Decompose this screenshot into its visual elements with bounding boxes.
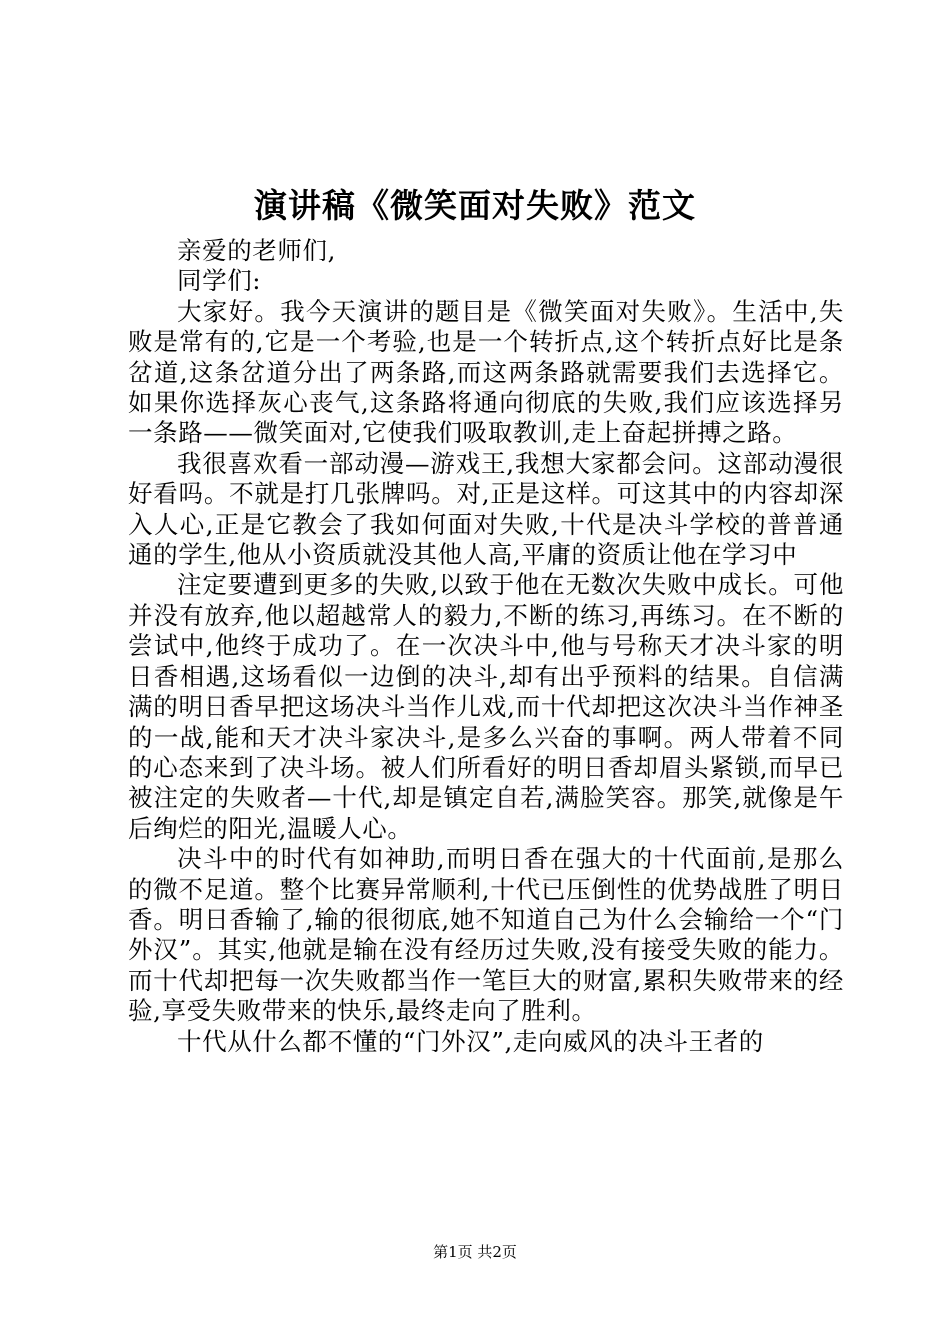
salutation-teachers: 亲爱的老师们, [177, 236, 336, 265]
paragraph-closing: 十代从什么都不懂的“门外汉”,走向威风的决斗王者的 [177, 1026, 764, 1056]
paragraph-victory: 决斗中的时代有如神助,而明日香在强大的十代面前,是那么的微不足道。整个比赛异常顺利,十代已压倒性的优势战胜了明日香。明日香输了,输的很彻底,她不知道自己为什么会输给一个“门外汉”。其实,他就是输在没有经历过失败,没有接受失败的能力。而十代却把每一次失败都当作一笔巨大的财富,累积失败带来的经验,享受失败带来的快乐,最终走向了胜利。 [128, 844, 844, 1026]
paragraph-duel: 注定要遭到更多的失败,以致于他在无数次失败中成长。可他并没有放弃,他以超越常人的毅力,不断的练习,再练习。在不断的尝试中,他终于成功了。在一次决斗中,他与号称天才决斗家的明日香相遇,这场看似一边倒的决斗,却有出乎预料的结果。自信满满的明日香早把这场决斗当作儿戏,而十代却把这次决斗当作神圣的一战,能和天才决斗家决斗,是多么兴奋的事啊。两人带着不同的心态来到了决斗场。被人们所看好的明日香却眉头紧锁,而早已被注定的失败者—十代,却是镇定自若,满脸笑容。那笑,就像是午后绚烂的阳光,温暖人心。 [128, 570, 844, 843]
paragraph-anime: 我很喜欢看一部动漫—游戏王,我想大家都会问。这部动漫很好看吗。不就是打几张牌吗。对,正是这样。可这其中的内容却深入人心,正是它教会了我如何面对失败,十代是决斗学校的普普通通的学生,他从小资质就没其他人高,平庸的资质让他在学习中 [128, 448, 844, 570]
salutation-students: 同学们: [177, 266, 262, 296]
document-body [128, 236, 844, 1057]
document-title: 演讲稿《微笑面对失败》范文 [254, 186, 696, 225]
paragraph-intro: 大家好。我今天演讲的题目是《微笑面对失败》。生活中,失败是常有的,它是一个考验,也是一个转折点,这个转折点好比是条岔道,这条岔道分出了两条路,而这两条路就需要我们去选择它。如果你选择灰心丧气,这条路将通向彻底的失败,我们应该选择另一条路——微笑面对,它使我们吸取教训,走上奋起拼搏之路。 [128, 296, 844, 448]
page-footer: 第1页 共2页 [433, 1243, 517, 1261]
